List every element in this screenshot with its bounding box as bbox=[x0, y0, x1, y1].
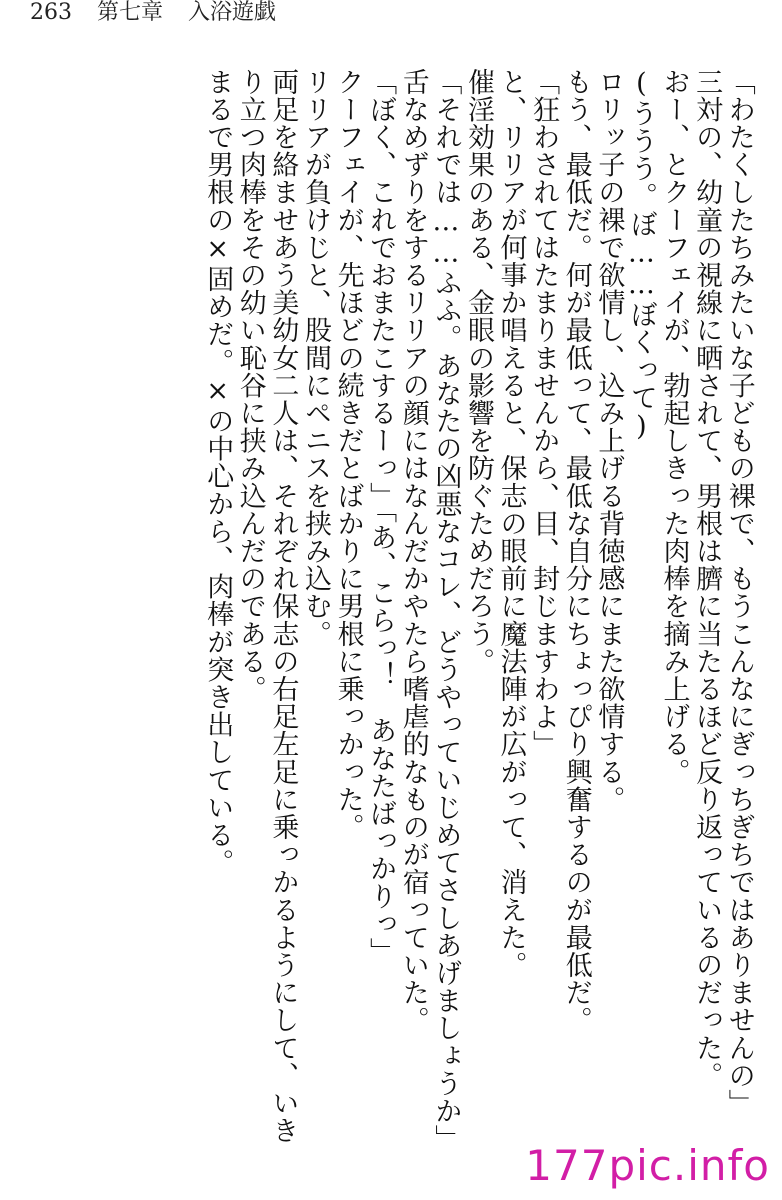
text-column: ロリッ子の裸で欲情し、込み上げる背徳感にまた欲情する。 bbox=[593, 68, 625, 814]
watermark-link[interactable]: 177pic.info bbox=[525, 1141, 770, 1190]
text-column: もう、最低だ。何が最低って、最低な自分にちょっぴり興奮するのが最低だ。 bbox=[560, 68, 592, 1034]
chapter-title: 入浴遊戯 bbox=[188, 0, 277, 25]
text-column: リリアが負けじと、股間にペニスを挟み込む。 bbox=[299, 68, 331, 648]
text-column: 「ぼく、これでおまたこするーっ」「あ、こらっ！ あなたばっかりっ」 bbox=[365, 68, 397, 966]
vertical-text-body bbox=[40, 68, 755, 1153]
page-number: 263 bbox=[30, 0, 72, 25]
text-column: (ううう。ぼ……ぼくって) bbox=[625, 68, 657, 443]
text-column: 両足を絡ませあう美幼女二人は、それぞれ保志の右足左足に乗っかるようにして、いき bbox=[267, 68, 299, 1145]
chapter-label: 第七章 bbox=[97, 0, 164, 25]
text-column: 舌なめずりをするリリアの顔にはなんだかやたら嗜虐的なものが宿っていた。 bbox=[397, 68, 429, 1034]
text-column: 三対の、幼童の視線に晒されて、男根は臍に当たるほど反り返っているのだった。 bbox=[691, 68, 723, 1090]
text-column: と、リリアが何事か唱えると、保志の眼前に魔法陣が広がって、消えた。 bbox=[495, 68, 527, 979]
text-column: り立つ肉棒をその幼い恥谷に挟み込んだのである。 bbox=[234, 68, 266, 703]
text-column: おー、とクーフェイが、勃起しきった肉棒を摘み上げる。 bbox=[658, 68, 690, 786]
text-column: クーフェイが、先ほどの続きだとばかりに男根に乗っかった。 bbox=[332, 68, 364, 841]
text-column: 「狂わされてはたまりませんから、目、封じますわよ」 bbox=[528, 68, 560, 758]
text-column: まるで男根の×固めだ。×の中心から、肉棒が突き出している。 bbox=[202, 68, 234, 877]
running-header bbox=[30, 0, 294, 30]
text-column: 「わたくしたちみたいな子どもの裸で、もうこんなにぎっちぎちではありませんの」 bbox=[723, 68, 755, 1117]
text-column: 「それでは……ふふ。あなたの凶悪なコレ、どうやっていじめてさしあげましょうか」 bbox=[430, 68, 462, 1153]
text-column: 催淫効果のある、金眼の影響を防ぐためだろう。 bbox=[462, 68, 494, 676]
